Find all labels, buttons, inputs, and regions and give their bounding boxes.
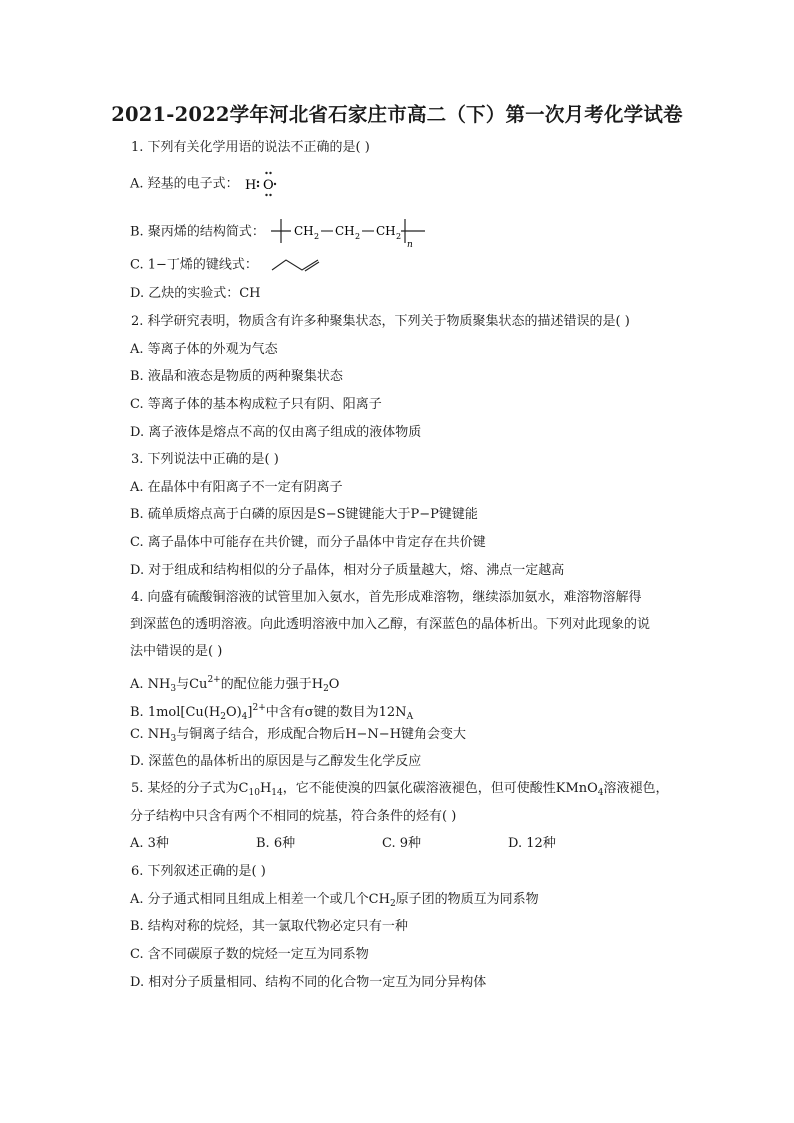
question-4-option-a [130, 671, 339, 698]
question-5-option-b: B. 6种 [256, 836, 296, 851]
subscript: 3 [170, 684, 177, 694]
text: H [259, 781, 272, 796]
subscript: 10 [248, 788, 260, 798]
question-2-option-c: C. 等离子体的基本构成粒子只有阴、阳离子 [130, 397, 382, 412]
question-4-option-c [130, 726, 466, 748]
question-6-option-d: D. 相对分子质量相同、结构不同的化合物一定互为同分异构体 [130, 975, 487, 990]
question-3-option-b: B. 硫单质熔点高于白磷的原因是S−S键键能大于P−P键键能 [130, 507, 478, 522]
electron-dot [257, 181, 259, 183]
subscript: A [406, 712, 414, 722]
question-1-option-b [130, 215, 429, 249]
text: A. NH [130, 677, 171, 692]
question-4-stem-line-3: 法中错误的是( ) [130, 644, 223, 659]
question-5-option-a: A. 3种 [130, 836, 169, 851]
subscript: 14 [271, 788, 283, 798]
question-2-stem: 2. 科学研究表明，物质含有许多种聚集状态，下列关于物质聚集状态的描述错误的是( ) [131, 314, 630, 329]
question-3-option-c: C. 离子晶体中可能存在共价键，而分子晶体中肯定存在共价键 [130, 535, 486, 550]
subscript: 2 [323, 684, 329, 694]
superscript: 2+ [252, 703, 266, 713]
subscript-2: 2 [395, 232, 402, 241]
ch2-group: CH [375, 224, 396, 238]
question-5-stem-line-2: 分子结构中只含有两个不相同的烷基，符合条件的烃有( ) [130, 809, 457, 824]
text: ] [247, 705, 253, 720]
text: ，它不能使溴的四氯化碳溶液褪色，但可使酸性KMnO [282, 781, 598, 796]
question-1-stem: 1. 下列有关化学用语的说法不正确的是( ) [131, 140, 370, 155]
formula-o: O [262, 178, 274, 193]
subscript: 4 [241, 712, 248, 722]
question-5-option-d: D. 12种 [508, 836, 556, 851]
question-6-option-c: C. 含不同碳原子数的烷烃一定互为同系物 [130, 947, 369, 962]
question-6-option-a [130, 891, 539, 913]
formula-h: H [244, 178, 257, 193]
text: 原子团的物质互为同系物 [395, 892, 539, 907]
question-4-stem-line-2: 到深蓝色的透明溶液。向此透明溶液中加入乙醇，有深蓝色的晶体析出。下列对此现象的说 [130, 617, 651, 632]
electron-dot [265, 194, 267, 196]
question-2-option-d: D. 离子液体是熔点不高的仅由离子组成的液体物质 [130, 425, 422, 440]
electron-dot [257, 185, 259, 187]
polypropylene-structure [269, 215, 429, 249]
subscript-2: 2 [313, 232, 320, 241]
text: O) [225, 705, 242, 720]
butene-skeletal-formula [262, 256, 332, 274]
subscript: 3 [170, 734, 177, 744]
text: 溶液褪色， [603, 781, 669, 796]
hydroxyl-electron-formula [243, 170, 279, 198]
text: O [328, 677, 340, 692]
text: C. NH [130, 727, 171, 742]
question-5-stem-line-1 [131, 780, 669, 802]
ch2-group: CH [293, 224, 314, 238]
question-1-option-a [130, 170, 279, 198]
question-4-option-d: D. 深蓝色的晶体析出的原因是与乙醇发生化学反应 [130, 754, 422, 769]
superscript: 2+ [207, 675, 221, 685]
question-3-option-d: D. 对于组成和结构相似的分子晶体，相对分子质量越大，熔、沸点一定越高 [130, 563, 565, 578]
electron-dot [269, 194, 271, 196]
page-title: 2021-2022学年河北省石家庄市高二（下）第一次月考化学试卷 [111, 103, 683, 126]
question-4-stem-line-1: 4. 向盛有硫酸铜溶液的试管里加入氨水，首先形成难溶物，继续添加氨水，难溶物溶解得 [131, 590, 642, 605]
option-text: B. 聚丙烯的结构简式： [130, 224, 265, 240]
question-1-option-d: D. 乙炔的实验式：CH [130, 286, 261, 301]
repeat-n: n [406, 240, 413, 249]
ch2-group: CH [334, 224, 355, 238]
text: B. 1mol[Cu(H [130, 705, 221, 720]
electron-dot [269, 172, 271, 174]
electron-dot [265, 172, 267, 174]
subscript-2: 2 [354, 232, 361, 241]
subscript: 4 [597, 788, 604, 798]
question-5-option-c: C. 9种 [382, 836, 422, 851]
text: A. 分子通式相同且组成上相差一个或几个CH [130, 892, 390, 907]
option-text: C. 1−丁烯的键线式： [130, 257, 258, 273]
electron-dot [274, 183, 276, 185]
text: 的配位能力强于H [220, 677, 324, 692]
text: 与铜离子结合，形成配合物后H−N−H键角会变大 [176, 727, 467, 742]
question-4-option-b [130, 699, 413, 726]
text: 中含有σ键的数目为12N [265, 705, 407, 720]
question-2-option-b: B. 液晶和液态是物质的两种聚集状态 [130, 369, 343, 384]
question-3-option-a: A. 在晶体中有阳离子不一定有阴离子 [130, 480, 343, 495]
question-1-option-c [130, 256, 332, 275]
question-3-stem: 3. 下列说法中正确的是( ) [131, 452, 279, 467]
text: 5. 某烃的分子式为C [131, 781, 249, 796]
question-2-option-a: A. 等离子体的外观为气态 [130, 342, 278, 357]
subscript: 2 [389, 899, 396, 909]
question-6-stem: 6. 下列叙述正确的是( ) [131, 864, 266, 879]
text: 与Cu [176, 677, 208, 692]
question-6-option-b: B. 结构对称的烷烃，其一氯取代物必定只有一种 [130, 919, 408, 934]
option-text: A. 羟基的电子式： [130, 176, 239, 192]
subscript: 2 [220, 712, 226, 722]
